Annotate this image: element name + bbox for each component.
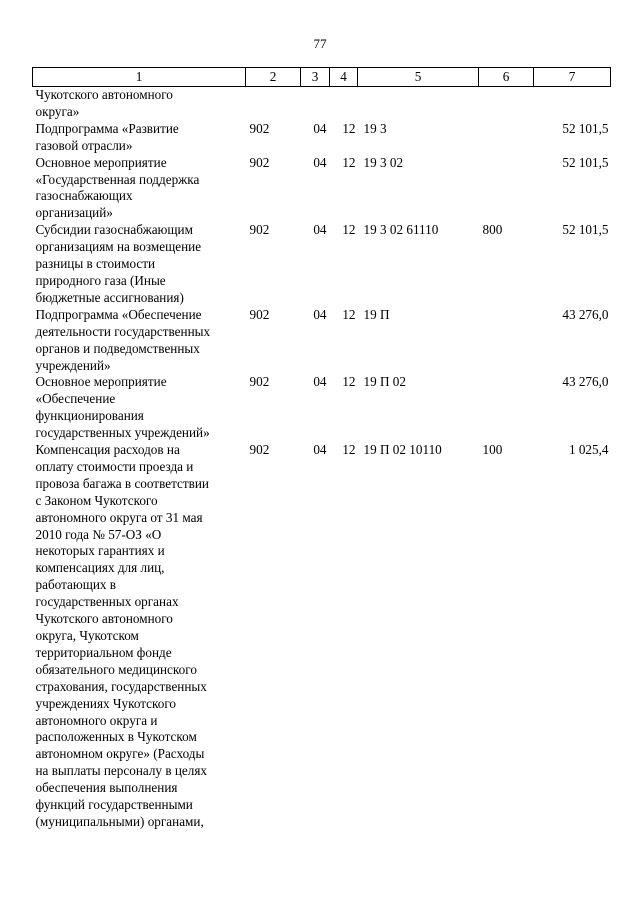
row-subsection: 12	[342, 374, 356, 390]
table-row	[33, 222, 611, 307]
table-row	[33, 87, 611, 121]
row-section: 04	[313, 374, 327, 390]
table-row	[33, 155, 611, 223]
row-target: 19 3 02	[363, 154, 404, 170]
col-header-target: 5	[358, 68, 479, 87]
row-subsection: 12	[342, 306, 356, 322]
header-row	[33, 68, 611, 87]
col-header-section: 3	[301, 68, 330, 87]
row-sum: 52 101,5	[562, 222, 609, 238]
row-name: Компенсация расходов на оплату стоимости проезда и провоза багажа в соответствии с Законом Чукотского автономного округа от 31 мая 2010 года № 57-ОЗ «О некоторых гарантиях и компенсациях для лиц, работающих в государственных органах Чукотского автономного округа, Чукотском территориальном фонде обязательного медицинского страхования, государственных учреждениях Чукотского автономного округа и расположенных в Чукотском автономном округе» (Расходы на выплаты персоналу в целях обеспечения выполнения функций государственными (муниципальными) органами,	[35, 442, 209, 829]
row-target	[358, 87, 479, 121]
table-body	[33, 87, 611, 831]
row-sum: 52 101,5	[562, 120, 609, 136]
row-code: 902	[249, 154, 270, 170]
row-section: 04	[313, 154, 327, 170]
row-code	[246, 87, 301, 121]
table-row	[33, 121, 611, 155]
row-type	[479, 155, 534, 223]
table-row	[33, 374, 611, 442]
row-subsection: 12	[342, 222, 356, 238]
row-name: Основное мероприятие «Обеспечение функционирования государственных учреждений»	[35, 374, 210, 441]
row-section	[301, 87, 330, 121]
row-section: 04	[313, 442, 327, 458]
row-target: 19 П	[363, 306, 390, 322]
row-type	[479, 87, 534, 121]
row-type	[479, 374, 534, 442]
row-code: 902	[249, 222, 270, 238]
col-header-type: 6	[479, 68, 534, 87]
row-type	[479, 121, 534, 155]
row-subsection: 12	[342, 442, 356, 458]
row-code: 902	[249, 306, 270, 322]
row-sum: 1 025,4	[568, 442, 609, 458]
table-row	[33, 307, 611, 375]
table-header	[33, 68, 611, 87]
row-name: Субсидии газоснабжающим организациям на возмещение разницы в стоимости природного газа (Иные бюджетные ассигнования)	[35, 222, 202, 305]
row-sum: 43 276,0	[562, 374, 609, 390]
row-name: Подпрограмма «Обеспечение деятельности государственных органов и подведомственных учреждений»	[35, 306, 211, 373]
table-row	[33, 442, 611, 831]
row-target: 19 3	[363, 120, 387, 136]
row-section: 04	[313, 222, 327, 238]
row-sum: 43 276,0	[562, 306, 609, 322]
row-subsection: 12	[342, 154, 356, 170]
page-number: 77	[313, 36, 327, 51]
row-subsection: 12	[342, 120, 356, 136]
row-target: 19 П 02 10110	[363, 442, 442, 458]
row-sum: 52 101,5	[562, 154, 609, 170]
row-name: Основное мероприятие «Государственная поддержка газоснабжающих организаций»	[35, 154, 200, 221]
col-header-subsection: 4	[330, 68, 358, 87]
row-subsection	[330, 87, 358, 121]
col-header-code: 2	[246, 68, 301, 87]
row-section: 04	[313, 120, 327, 136]
row-name: Подпрограмма «Развитие газовой отрасли»	[35, 120, 179, 153]
row-code: 902	[249, 120, 270, 136]
row-type	[479, 307, 534, 375]
row-code: 902	[249, 442, 270, 458]
row-name: Чукотского автономного округа»	[35, 87, 173, 119]
row-section: 04	[313, 306, 327, 322]
row-type: 800	[482, 222, 503, 238]
budget-table	[32, 67, 611, 831]
row-target: 19 3 02 61110	[363, 222, 439, 238]
row-sum	[534, 87, 611, 121]
row-target: 19 П 02	[363, 374, 406, 390]
col-header-sum: 7	[534, 68, 611, 87]
row-code: 902	[249, 374, 270, 390]
row-type: 100	[482, 442, 503, 458]
col-header-name: 1	[33, 68, 246, 87]
